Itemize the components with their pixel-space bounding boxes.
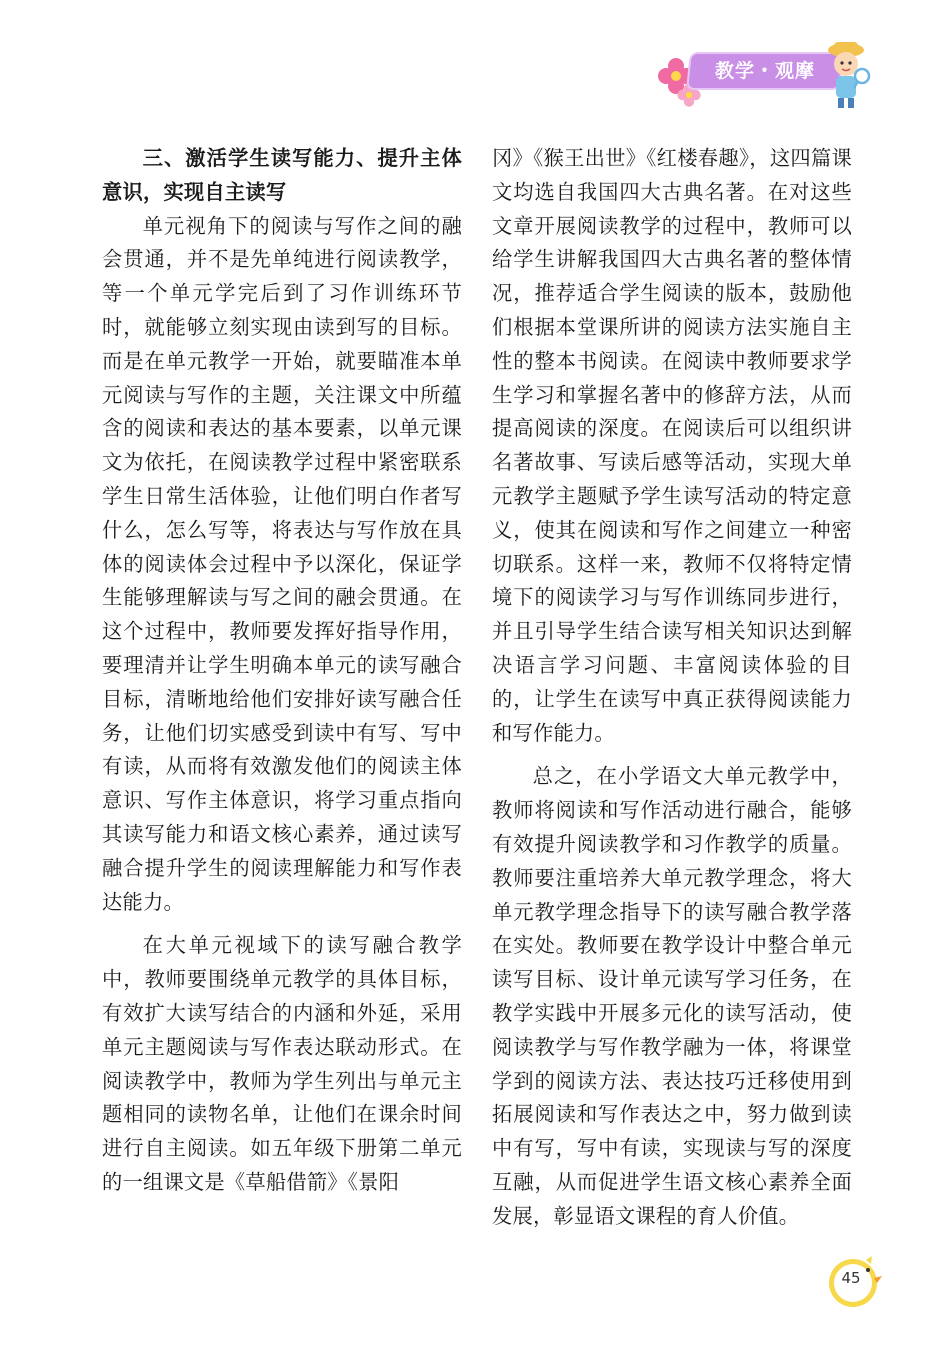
section-banner — [652, 38, 872, 113]
explorer-kid-icon — [822, 38, 872, 110]
body-paragraph: 在大单元视域下的读写融合教学中，教师要围绕单元教学的具体目标，有效扩大读写结合的内涵和外延，采用单元主题阅读与写作表达联动形式。在阅读教学中，教师为学生列出与单元主题相同的读物名单，让他们在课余时间进行自主阅读。如五年级下册第二单元的一组课文是《草船借箭》《景阳 — [102, 933, 462, 1194]
body-paragraph: 总之，在小学语文大单元教学中，教师将阅读和写作活动进行融合，能够有效提升阅读教学和习作教学的质量。教师要注重培养大单元教学理念，将大单元教学理念指导下的读写融合教学落在实处。教师要在教学设计中整合单元读写目标、设计单元读写学习任务，在教学实践中开展多元化的读写活动，使阅读教学与写作教学融为一体，将课堂学到的阅读方法、表达技巧迁移使用到拓展阅读和写作表达之中，努力做到读中有写，写中有读，实现读与写的深度互融，从而促进学生语文核心素养全面发展，彰显语文课程的育人价值。 — [492, 764, 852, 1228]
body-paragraph: 单元视角下的阅读与写作之间的融会贯通，并不是先单纯进行阅读教学，等一个单元学完后到了习作训练环节时，就能够立刻实现由读到写的目标。而是在单元教学一开始，就要瞄准本单元阅读与写作的主题，关注课文中所蕴含的阅读和表达的基本要素，以单元课文为依托，在阅读教学过程中紧密联系学生日常生活体验，让他们明白作者写什么，怎么写等，将表达与写作放在具体的阅读体会过程中予以深化，保证学生能够理解读与写之间的融会贯通。在这个过程中，教师要发挥好指导作用，要理清并让学生明确本单元的读写融合目标，清晰地给他们安排好读写融合任务，让他们切实感受到读中有写、写中有读，从而将有效激发他们的阅读主体意识、写作主体意识，将学习重点指向其读写能力和语文核心素养，通过读写融合提升学生的阅读理解能力和写作表达能力。 — [102, 213, 462, 914]
right-column — [492, 142, 852, 1244]
body-paragraph-continued: 冈》《猴王出世》《红楼春趣》，这四篇课文均选自我国四大古典名著。在对这些文章开展阅读教学的过程中，教师可以给学生讲解我国四大古典名著的整体情况，推荐适合学生阅读的版本，鼓励他们根据本堂课所讲的阅读方法实施自主性的整本书阅读。在阅读中教师要求学生学习和掌握名著中的修辞方法，从而提高阅读的深度。在阅读后可以组织讲名著故事、写读后感等活动，实现大单元教学主题赋予学生读写活动的特定意义，使其在阅读和写作之间建立一种密切联系。这样一来，教师不仅将特定情境下的阅读学习与写作训练同步进行，并且引导学生结合读写相关知识达到解决语言学习问题、丰富阅读体验的目的，让学生在读写中真正获得阅读能力和写作能力。 — [492, 146, 852, 745]
left-column — [102, 142, 462, 1210]
section-heading: 三、激活学生读写能力、提升主体意识，实现自主读写 — [102, 146, 462, 204]
page-number: 45 — [841, 1269, 861, 1287]
section-tag-label: 教学・观摩 — [714, 60, 815, 82]
